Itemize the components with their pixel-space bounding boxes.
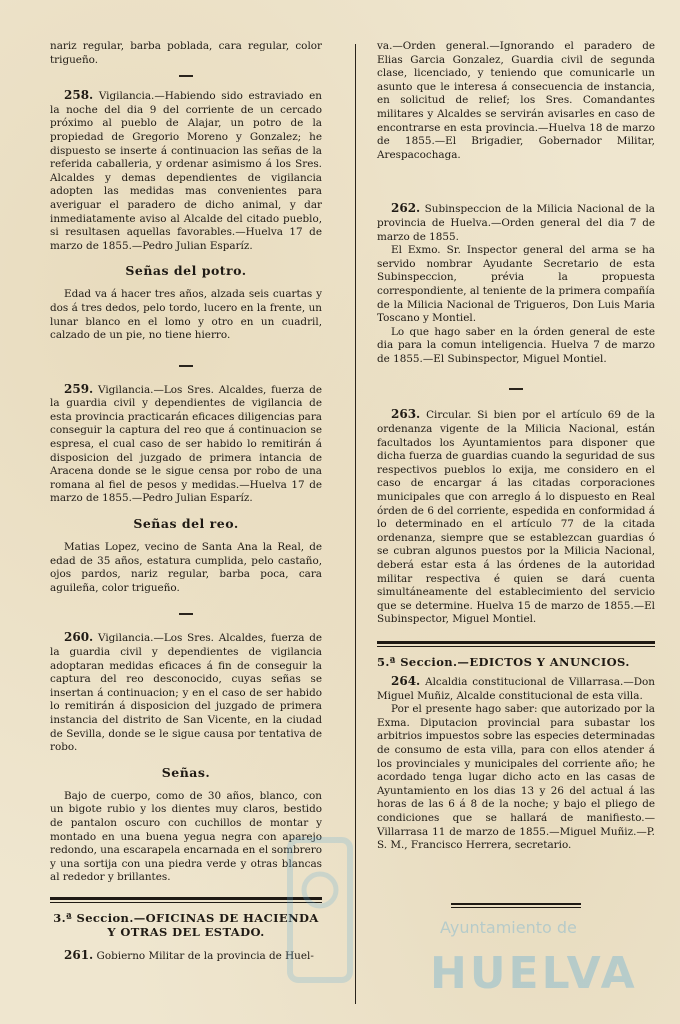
article-259 (50, 383, 322, 506)
heading-senas-potro: Señas del potro. (125, 263, 247, 279)
watermark-label: HUELVA (430, 948, 638, 999)
article-number: 264. (391, 673, 421, 688)
heading-senas: Señas. (161, 764, 211, 780)
article-260 (50, 631, 322, 754)
article-text: Circular. Si bien por el artículo 69 de la ordenanza vigente de la Milicia Nacional, están facultados los Ayuntamientos para disponer que dicha fuerza de guardias cuando la seguridad de sus respectivos pueblos lo exija, me considero en el caso de encargar á las citadas corporaciones municipales que con arreglo á lo dispuesto en Real órden de 6 del corriente, espedida en conformidad á lo determinado en el artículo 77 de la citada ordenanza, siempre que se establezcan guardias ó se cubran algunos puestos por la Milicia Nacional, deberá estar esta á las órdenes de la autoridad militar respectiva é quien se dará cuenta simultáneamente del establecimiento del servicio que se determine. Huelva 15 de marzo de 1855.—El Subinspector, Miguel Montiel. (377, 409, 656, 626)
article-text: Vigilancia.—Los Sres. Alcaldes, fuerza de la guardia civil y dependientes de vigilancia adoptaran medidas eficaces á fin de conseguir la captura del reo desconocido, cuyas señas se insertan á continuacion; y en el caso de ser habido lo remitirán á disposicion del juzgado de primera instancia del distrito de San Vicente, en la ciudad de Sevilla, donde se le sigue causa por tentativa de robo. (50, 632, 322, 754)
article-number: 263. (391, 407, 421, 422)
article-text: Subinspeccion de la Milicia Nacional de la provincia de Huelva.—Orden general del dia 7 de marzo de 1855. (377, 203, 655, 243)
section-3-title: 3.ª Seccion.—OFICINAS DE HACIENDA Y OTRAS DEL ESTADO. (53, 910, 319, 939)
article-262 (377, 202, 655, 244)
watermark-subtitle: Ayuntamiento de (440, 918, 577, 937)
article-number: 261. (64, 947, 94, 962)
reo-description: Matias Lopez, vecino de Santa Ana la Real, de edad de 35 años, estatura cumplida, pelo castaño, ojos pardos, nariz regular, barba poca, cara aguileña, color trigueño. (50, 541, 322, 594)
article-text: Alcaldia constitucional de Villarrasa.—Don Miguel Muñiz, Alcalde constitucional de esta villa. (377, 675, 655, 702)
top-fragment: nariz regular, barba poblada, cara regular, color trigueño. (50, 40, 322, 66)
article-text: Vigilancia.—Habiendo sido estraviado en la noche del dia 9 del corriente de un cercado próximo al pueblo de Alajar, un potro de la propiedad de Gregorio Moreno y Gonzalez; he dispuesto se inserte á continuacion las señas de la referida caballeria, y ordenar asimismo á los Sres. Alcaldes y demas dependientes de vigilancia adopten las medidas mas convenientes para averiguar el paradero de dicho animal, y dar inmediatamente aviso al Alcalde del citado pueblo, si resultasen aquellas favorables.—Huelva 17 de marzo de 1855.—Pedro Julian Esparíz. (50, 90, 322, 252)
heading-senas-reo: Señas del reo. (133, 516, 239, 532)
section-rule (377, 641, 655, 647)
potro-description: Edad va á hacer tres años, alzada seis cuartas y dos á tres dedos, pelo tordo, lucero en la frente, un lunar blanco en el lomo y otro en un cuadril, calzado de un pie, no tiene hierro. (50, 288, 322, 342)
article-number: 259. (64, 381, 94, 396)
section-rule (50, 897, 322, 903)
column-divider (355, 44, 356, 1004)
senas-description: Bajo de cuerpo, como de 30 años, blanco, con un bigote rubio y los dientes muy claros, bestido de pantalon oscuro con cuchillos de montar y montado en una buena yegua negra con aparejo redondo, una escarapela encarnada en el sombrero y una sortija con una piedra verde y otras blancas al rededor y brillantes. (50, 789, 322, 884)
article-number: 260. (64, 630, 94, 645)
separator-dash (179, 613, 193, 615)
article-264 (377, 675, 655, 703)
separator-dash (179, 365, 193, 367)
article-number: 262. (391, 201, 421, 216)
article-261 (50, 949, 322, 964)
article-264-body: Por el presente hago saber: que autorizado por la Exma. Diputacion provincial para subastar los arbitrios impuestos sobre las especies determinadas de consumo de esta villa, para con ellos atender á los provinciales y municipales del corriente año; he acordado tenga lugar dicho acto en las casas de Ayuntamiento en los dias 13 y 26 del actual á las horas de las 6 á 8 de la noche; y bajo el pliego de condiciones que se hallará de manifiesto.—Villarrasa 11 de marzo de 1855.—Miguel Muñiz.—P. S. M., Francisco Herrera, secretario. (377, 703, 655, 852)
left-column (50, 40, 322, 964)
article-text: Vigilancia.—Los Sres. Alcaldes, fuerza de la guardia civil y dependientes de vigilancia de esta provincia practicarán eficaces diligencias para conseguir la captura del reo que á continuacion se espresa, el cual caso de ser habido lo remitirán á disposicion del juzgado de primera intancia de Aracena donde se le sigue censa por robo de una romana al fiel de pesos y medidas.—Huelva 17 de marzo de 1855.—Pedro Julian Esparíz. (50, 383, 322, 505)
article-text: Gobierno Militar de la provincia de Huel- (96, 949, 314, 962)
section-5-title: 5.ª Seccion.—EDICTOS Y ANUNCIOS. (377, 654, 630, 669)
article-261-continued: va.—Orden general.—Ignorando el paradero de Elias Garcia Gonzalez, Guardia civil de segunda clase, licenciado, y teniendo que comunicarle un asunto que le interesa á consecuencia de instancia, en solicitud de relief; los Sres. Comandantes militares y Alcaldes se servirán avisarles en caso de encontrarse en esta provincia.—Huelva 18 de marzo de 1855.—El Brigadier, Gobernador Militar, Arespacochaga. (377, 40, 655, 161)
article-262-close: Lo que hago saber en la órden general de este dia para la comun inteligencia. Huelva 7 de marzo de 1855.—El Subinspector, Miguel Montiel. (377, 325, 655, 365)
right-column (377, 40, 655, 908)
article-263 (377, 408, 655, 627)
article-number: 258. (64, 88, 94, 103)
article-258 (50, 89, 322, 253)
separator-dash (509, 388, 523, 390)
separator-dash (179, 75, 193, 77)
article-262-body: El Exmo. Sr. Inspector general del arma se ha servido nombrar Ayudante Secretario de esta Subinspeccion, prévia la propuesta correspondiente, al teniente de la primera compañía de la Milicia Nacional de Trigueros, Don Luis Maria Toscano y Montiel. (377, 244, 655, 325)
closing-rule (451, 903, 581, 908)
